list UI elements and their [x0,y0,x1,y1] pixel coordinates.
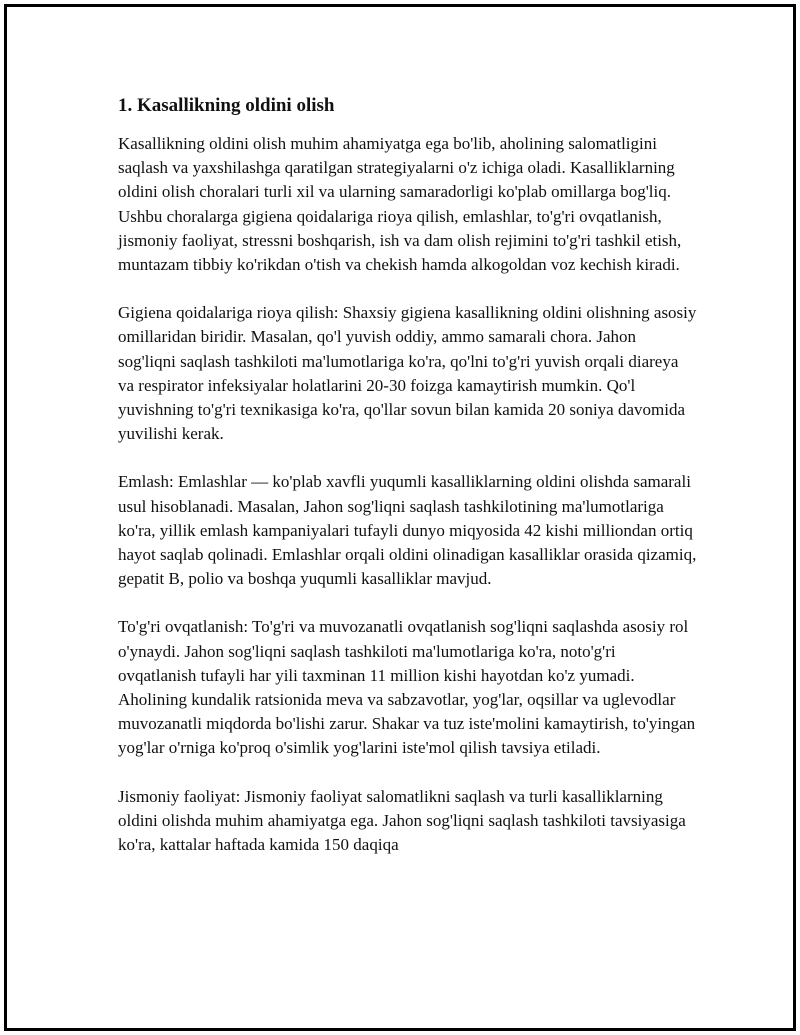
paragraph-physical-activity: Jismoniy faoliyat: Jismoniy faoliyat salomatlikni saqlash va turli kasalliklarning oldini olishda muhim ahamiyatga ega. Jahon sog'liqni saqlash tashkiloti tavsiyasiga ko'ra, kattalar haftada kamida 150 daqiqa [118,786,686,855]
document-body [118,92,698,881]
paragraph-nutrition: To'g'ri ovqatlanish: To'g'ri va muvozanatli ovqatlanish sog'liqni saqlashda asosiy rol o'ynaydi. Jahon sog'liqni saqlash tashkiloti ma'lumotlariga ko'ra, noto'g'ri ovqatlanish tufayli har yili taxminan 11 million kishi hayotdan ko'z yumadi. Aholining kundalik ratsionida meva va sabzavotlar, yog'lar, oqsillar va uglevodlar muvozanatli miqdorda bo'lishi zarur. Shakar va tuz iste'molini kamaytirish, to'yingan yog'lar o'rniga ko'proq o'simlik yog'larini iste'mol qilish tavsiya etiladi. [118,617,696,758]
paragraph-prevention-intro: Kasallikning oldini olish muhim ahamiyatga ega bo'lib, aholining salomatligini saqlash va yaxshilashga qaratilgan strategiyalarni o'z ichiga oladi. Kasalliklarning oldini olish choralari turli xil va ularning samaradorligi ko'plab omillarga bog'liq. Ushbu choralarga gigiena qoidalariga rioya qilish, emlashlar, to'g'ri ovqatlanish, jismoniy faoliyat, stressni boshqarish, ish va dam olish rejimini to'g'ri tashkil etish, muntazam tibbiy ko'rikdan o'tish va chekish hamda alkogoldan voz kechish kiradi. [118,134,682,275]
paragraph-hygiene: Gigiena qoidalariga rioya qilish: Shaxsiy gigiena kasallikning oldini olishning asosiy omillaridan biridir. Masalan, qo'l yuvish oddiy, ammo samarali chora. Jahon sog'liqni saqlash tashkiloti ma'lumotlariga ko'ra, qo'lni to'g'ri yuvish orqali diareya va respirator infeksiyalar holatlarini 20-30 foizga kamaytirish mumkin. Qo'l yuvishning to'g'ri texnikasiga ko'ra, qo'llar sovun bilan kamida 20 soniya davomida yuvilishi kerak. [118,303,697,444]
section-heading: 1. Kasallikning oldini olish [118,95,335,116]
paragraph-vaccination: Emlash: Emlashlar — ko'plab xavfli yuqumli kasalliklarning oldini olishda samarali usul hisoblanadi. Masalan, Jahon sog'liqni saqlash tashkilotining ma'lumotlariga ko'ra, yillik emlash kampaniyalari tufayli dunyo miqyosida 42 kishi milliondan ortiq hayot saqlab qolinadi. Emlashlar orqali oldini olinadigan kasalliklar orasida qizamiq, gepatit B, polio va boshqa yuqumli kasalliklar mavjud. [118,472,697,589]
